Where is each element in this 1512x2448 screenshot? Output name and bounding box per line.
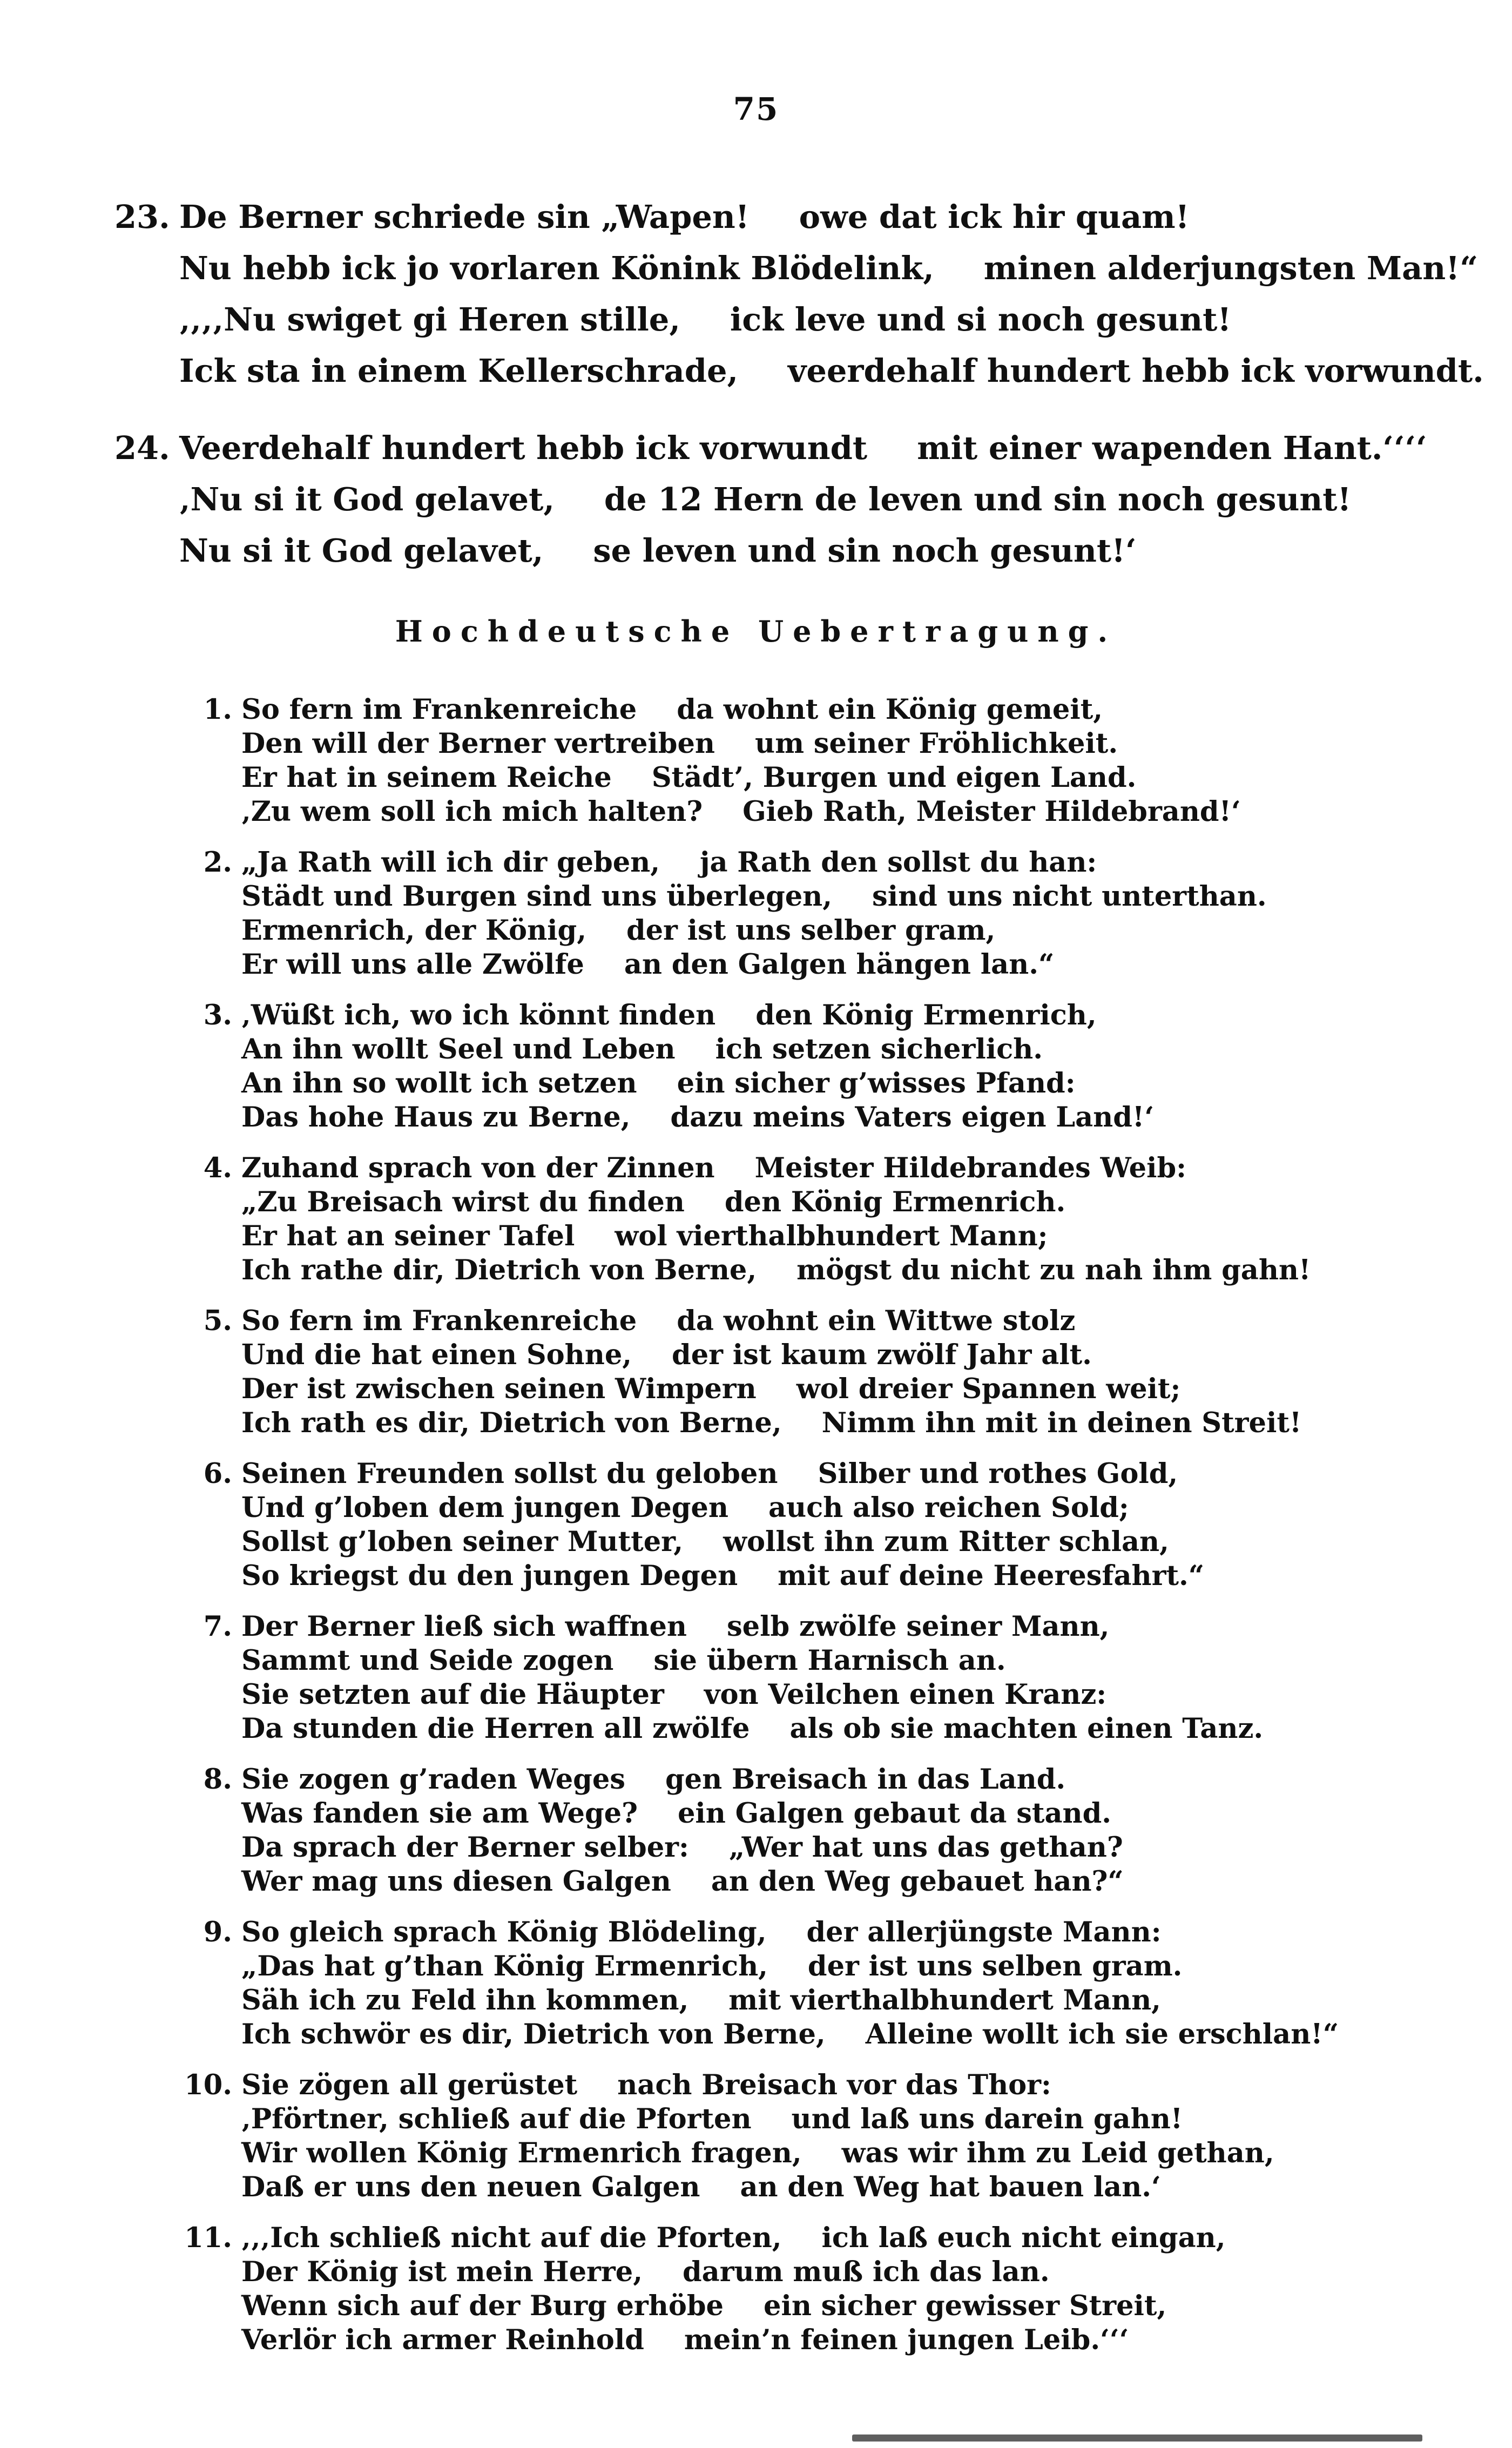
verse-half-b: wollst ihn zum Ritter schlan, <box>723 1526 1169 1558</box>
verse-line <box>203 846 1512 880</box>
verse-half-b: der allerjüngste Mann: <box>806 1916 1162 1948</box>
stanza <box>0 1916 1512 2052</box>
verse-line <box>114 422 1512 474</box>
section-heading: Hochdeutsche Uebertragung. <box>395 614 1117 649</box>
verse-half-a: Seinen Freunden sollst du geloben <box>241 1458 778 1490</box>
verse-half-b: der ist uns selber gram, <box>626 914 996 947</box>
verse-half-a: Verlör ich armer Reinhold <box>241 2324 644 2356</box>
verse-half-b: ja Rath den sollst du han: <box>700 846 1097 879</box>
verse-line <box>241 880 1512 914</box>
verse-half-b: de 12 Hern de leven und sin noch gesunt! <box>604 481 1352 518</box>
verse-half-a: ‚Wüßt ich, wo ich könnt finden <box>241 999 716 1031</box>
verse-half-b: ick leve und si noch gesunt! <box>730 301 1232 338</box>
verse-half-b: was wir ihm zu Leid gethan, <box>841 2137 1274 2169</box>
verse-half-b: den König Ermenrich. <box>724 1186 1066 1218</box>
verse-line <box>114 191 1512 242</box>
verse-line <box>241 761 1512 795</box>
verse-line <box>203 1763 1512 1797</box>
verse-half-b: wol vierthalbhundert Mann; <box>615 1220 1048 1252</box>
verse-line <box>241 1831 1512 1865</box>
verse-line <box>203 1916 1512 1950</box>
verse-half-a: So fern im Frankenreiche <box>241 1305 637 1337</box>
verse-half-b: auch also reichen Sold; <box>768 1492 1129 1524</box>
verse-half-a: Sammt und Seide zogen <box>241 1644 614 1677</box>
verse-half-b: dazu meins Vaters eigen Land!‘ <box>670 1101 1155 1134</box>
verse-half-a: Der König ist mein Herre, <box>241 2256 643 2288</box>
verse-line <box>203 693 1512 727</box>
verse-half-b: minen alderjungsten Man!“ <box>983 249 1479 287</box>
section-translation <box>0 693 1512 2357</box>
verse-half-b: da wohnt ein König gemeit, <box>677 693 1103 726</box>
verse-half-b: selb zwölfe seiner Mann, <box>726 1610 1110 1643</box>
verse-half-a: ‚‚‚Ich schließ nicht auf die Pforten, <box>241 2222 782 2254</box>
stanza-number: 10. <box>184 2069 232 2101</box>
stanza <box>0 846 1512 982</box>
verse-line <box>241 1984 1512 2018</box>
verse-half-b: Städt’, Burgen und eigen Land. <box>651 761 1137 794</box>
scan-artifact-bar <box>852 2434 1422 2442</box>
verse-half-b: an den Weg gebauet han?“ <box>711 1865 1124 1898</box>
verse-half-a: Städt und Burgen sind uns überlegen, <box>241 880 833 913</box>
verse-half-a: Das hohe Haus zu Berne, <box>241 1101 631 1134</box>
verse-half-a: „Das hat g’than König Ermenrich, <box>241 1950 768 1982</box>
verse-half-b: gen Breisach in das Land. <box>665 1763 1066 1796</box>
verse-half-a: „Zu Breisach wirst du finden <box>241 1186 685 1218</box>
verse-line <box>241 1491 1512 1525</box>
verse-line <box>241 727 1512 761</box>
verse-half-b: Gieb Rath, Meister Hildebrand!‘ <box>742 795 1241 828</box>
verse-line <box>179 242 1512 294</box>
verse-line <box>184 2068 1512 2102</box>
verse-half-b: owe dat ick hir quam! <box>799 198 1190 235</box>
verse-line <box>241 1101 1512 1135</box>
verse-half-a: Wenn sich auf der Burg erhöbe <box>241 2290 724 2322</box>
verse-half-b: Nimm ihn mit in deinen Streit! <box>821 1407 1302 1439</box>
verse-half-b: Silber und rothes Gold, <box>818 1458 1178 1490</box>
verse-line <box>241 2102 1512 2136</box>
verse-half-a: Der Berner ließ sich waffnen <box>241 1610 687 1643</box>
stanza-number: 23. <box>114 198 170 235</box>
verse-line <box>241 795 1512 829</box>
verse-half-a: Den will der Berner vertreiben <box>241 727 715 760</box>
verse-line <box>241 1033 1512 1067</box>
verse-half-b: mit vierthalbhundert Mann, <box>728 1984 1161 2017</box>
verse-half-a: An ihn wollt Seel und Leben <box>241 1033 676 1065</box>
verse-line <box>241 1067 1512 1101</box>
stanza-number: 3. <box>203 999 232 1031</box>
verse-half-b: mit einer wapenden Hant.‘‘‘‘ <box>917 429 1427 467</box>
verse-half-b: und laß uns darein gahn! <box>791 2103 1183 2135</box>
verse-line <box>241 1865 1512 1899</box>
verse-half-b: von Veilchen einen Kranz: <box>704 1678 1107 1711</box>
verse-half-a: Und die hat einen Sohne, <box>241 1339 632 1371</box>
verse-half-b: der ist kaum zwölf Jahr alt. <box>672 1339 1092 1371</box>
verse-half-a: An ihn so wollt ich setzen <box>241 1067 637 1100</box>
stanza <box>0 1610 1512 1746</box>
verse-half-b: se leven und sin noch gesunt!‘ <box>593 532 1137 569</box>
verse-half-b: nach Breisach vor das Thor: <box>617 2069 1051 2101</box>
verse-line <box>179 474 1512 525</box>
stanza-number: 2. <box>203 846 232 879</box>
stanza <box>0 2068 1512 2204</box>
verse-half-b: da wohnt ein Wittwe stolz <box>677 1305 1076 1337</box>
stanza <box>0 191 1512 396</box>
verse-half-b: ein Galgen gebaut da stand. <box>677 1797 1112 1830</box>
verse-line <box>241 914 1512 948</box>
verse-half-b: veerdehalf hundert hebb ick vorwundt. <box>788 352 1484 389</box>
verse-line <box>179 345 1512 396</box>
verse-half-a: Da sprach der Berner selber: <box>241 1831 689 1864</box>
verse-half-b: darum muß ich das lan. <box>683 2256 1050 2288</box>
verse-half-a: Ick sta in einem Kellerschrade, <box>179 352 739 389</box>
verse-half-a: Säh ich zu Feld ihn kommen, <box>241 1984 689 2017</box>
verse-line <box>241 1950 1512 1984</box>
verse-half-a: De Berner schriede sin „Wapen! <box>179 198 750 235</box>
verse-half-a: ‚Pförtner, schließ auf die Pforten <box>241 2103 752 2135</box>
stanza-number: 6. <box>203 1458 232 1490</box>
verse-half-b: ein sicher g’wisses Pfand: <box>677 1067 1076 1100</box>
verse-half-b: ich setzen sicherlich. <box>715 1033 1043 1065</box>
verse-line <box>241 1644 1512 1678</box>
verse-half-a: Der ist zwischen seinen Wimpern <box>241 1373 757 1405</box>
verse-half-a: „Ja Rath will ich dir geben, <box>241 846 660 879</box>
verse-half-a: Da stunden die Herren all zwölfe <box>241 1712 750 1745</box>
verse-half-a: Nu hebb ick jo vorlaren Könink Blödelink, <box>179 249 934 287</box>
verse-half-a: Sollst g’loben seiner Mutter, <box>241 1526 684 1558</box>
verse-half-b: „Wer hat uns das gethan? <box>728 1831 1123 1864</box>
verse-half-b: den König Ermenrich, <box>755 999 1097 1031</box>
stanza <box>0 1457 1512 1593</box>
verse-half-b: Meister Hildebrandes Weib: <box>754 1152 1186 1184</box>
verse-half-a: Ermenrich, der König, <box>241 914 586 947</box>
verse-line <box>241 1525 1512 1559</box>
verse-line <box>241 2255 1512 2289</box>
verse-line <box>241 2289 1512 2323</box>
verse-half-a: Ich schwör es dir, Dietrich von Berne, <box>241 2018 826 2051</box>
verse-line <box>241 1372 1512 1406</box>
page-number: 75 <box>733 91 779 127</box>
verse-line <box>241 1219 1512 1253</box>
verse-half-b: an den Weg hat bauen lan.‘ <box>740 2171 1161 2203</box>
verse-half-b: sie übern Harnisch an. <box>653 1644 1006 1677</box>
verse-half-b: mögst du nicht zu nah ihm gahn! <box>796 1254 1311 1286</box>
verse-line <box>241 1712 1512 1746</box>
verse-half-a: Sie setzten auf die Häupter <box>241 1678 664 1711</box>
verse-line <box>241 2136 1512 2170</box>
stanza-number: 7. <box>203 1610 232 1643</box>
verse-line <box>241 1559 1512 1593</box>
verse-half-a: ‚Nu si it God gelavet, <box>179 481 555 518</box>
verse-half-a: Ich rathe dir, Dietrich von Berne, <box>241 1254 757 1286</box>
verse-line <box>179 294 1512 345</box>
stanza <box>0 1763 1512 1899</box>
verse-half-a: Ich rath es dir, Dietrich von Berne, <box>241 1407 782 1439</box>
verse-line <box>203 1304 1512 1338</box>
verse-line <box>241 2018 1512 2052</box>
verse-half-a: So kriegst du den jungen Degen <box>241 1560 738 1592</box>
verse-half-a: Wer mag uns diesen Galgen <box>241 1865 671 1898</box>
verse-half-b: mein’n feinen jungen Leib.‘‘‘ <box>684 2324 1129 2356</box>
verse-line <box>203 1151 1512 1185</box>
verse-half-a: Nu si it God gelavet, <box>179 532 544 569</box>
verse-half-a: ‚Zu wem soll ich mich halten? <box>241 795 703 828</box>
verse-half-b: als ob sie machten einen Tanz. <box>789 1712 1264 1745</box>
verse-half-a: Veerdehalf hundert hebb ick vorwundt <box>179 429 868 467</box>
verse-half-a: Er hat in seinem Reiche <box>241 761 612 794</box>
verse-half-a: So gleich sprach König Blödeling, <box>241 1916 767 1948</box>
verse-half-b: mit auf deine Heeresfahrt.“ <box>778 1560 1205 1592</box>
verse-half-b: ein sicher gewisser Streit, <box>764 2290 1167 2322</box>
verse-line <box>241 948 1512 982</box>
verse-half-a: Sie zogen g’raden Weges <box>241 1763 625 1796</box>
verse-line <box>203 1457 1512 1491</box>
verse-half-a: Daß er uns den neuen Galgen <box>241 2171 700 2203</box>
verse-line <box>241 2170 1512 2204</box>
verse-half-b: der ist uns selben gram. <box>807 1950 1183 1982</box>
verse-half-b: ich laß euch nicht eingan, <box>821 2222 1226 2254</box>
stanza-number: 1. <box>203 693 232 726</box>
stanza <box>0 999 1512 1135</box>
stanza <box>0 693 1512 829</box>
verse-half-a: Er will uns alle Zwölfe <box>241 948 584 981</box>
section-low-german <box>0 191 1512 576</box>
verse-line <box>203 1610 1512 1644</box>
verse-line <box>241 1797 1512 1831</box>
verse-line <box>241 1678 1512 1712</box>
verse-half-b: um seiner Fröhlichkeit. <box>755 727 1118 760</box>
verse-line <box>241 1406 1512 1440</box>
verse-half-a: Wir wollen König Ermenrich fragen, <box>241 2137 802 2169</box>
verse-half-b: Alleine wollt ich sie erschlan!“ <box>865 2018 1339 2051</box>
verse-half-a: Zuhand sprach von der Zinnen <box>241 1152 715 1184</box>
verse-line <box>179 525 1512 576</box>
verse-half-a: Und g’loben dem jungen Degen <box>241 1492 728 1524</box>
verse-half-a: So fern im Frankenreiche <box>241 693 637 726</box>
verse-half-a: Sie zögen all gerüstet <box>241 2069 578 2101</box>
stanza-number: 8. <box>203 1763 232 1796</box>
verse-line <box>241 1185 1512 1219</box>
verse-line <box>203 999 1512 1033</box>
verse-line <box>241 1253 1512 1287</box>
stanza <box>0 1151 1512 1287</box>
stanza-number: 9. <box>203 1916 232 1948</box>
verse-line <box>241 2323 1512 2357</box>
verse-half-a: ‚‚‚‚Nu swiget gi Heren stille, <box>179 301 680 338</box>
stanza-number: 24. <box>114 429 170 467</box>
verse-half-a: Er hat an seiner Tafel <box>241 1220 575 1252</box>
verse-half-b: sind uns nicht unterthan. <box>872 880 1267 913</box>
stanza-number: 4. <box>203 1152 232 1184</box>
stanza-number: 5. <box>203 1305 232 1337</box>
stanza-number: 11. <box>184 2222 232 2254</box>
verse-line <box>241 1338 1512 1372</box>
verse-half-b: an den Galgen hängen lan.“ <box>624 948 1055 981</box>
verse-line <box>184 2221 1512 2255</box>
stanza <box>0 2221 1512 2357</box>
stanza <box>0 1304 1512 1440</box>
verse-half-b: wol dreier Spannen weit; <box>796 1373 1181 1405</box>
stanza <box>0 422 1512 576</box>
verse-half-a: Was fanden sie am Wege? <box>241 1797 638 1830</box>
